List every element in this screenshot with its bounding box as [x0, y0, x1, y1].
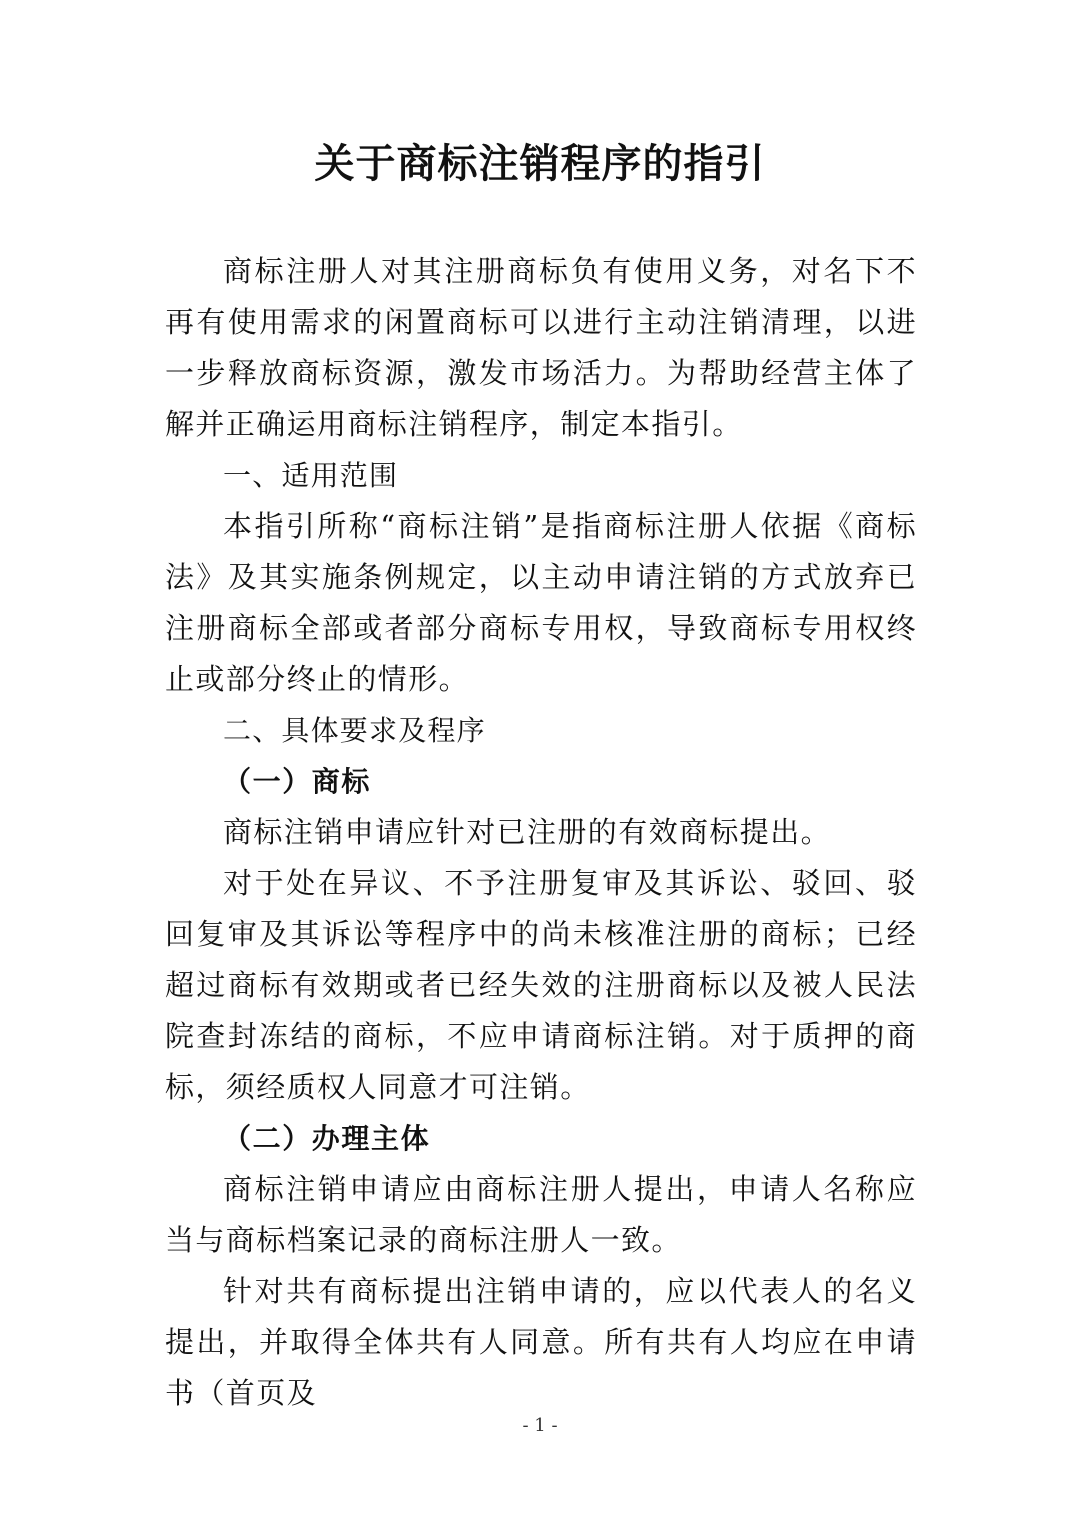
section-heading-requirements: 二、具体要求及程序 — [223, 714, 486, 747]
document-title: 关于商标注销程序的指引 — [314, 140, 766, 187]
scope-paragraph: 本指引所称“商标注销”是指商标注册人依据《商标法》及其实施条例规定，以主动申请注销的方式放弃已注册商标全部或者部分商标专用权，导致商标专用权终止或部分终止的情形。 — [165, 509, 917, 696]
page-number: - 1 - — [522, 1415, 558, 1436]
trademark-paragraph-2: 对于处在异议、不予注册复审及其诉讼、驳回、驳回复审及其诉讼等程序中的尚未核准注册的商标；已经超过商标有效期或者已经失效的注册商标以及被人民法院查封冻结的商标，不应申请商标注销。对于质押的商标，须经质权人同意才可注销。 — [165, 866, 917, 1104]
section-heading-scope: 一、适用范围 — [223, 459, 399, 492]
intro-paragraph: 商标注册人对其注册商标负有使用义务，对名下不再有使用需求的闲置商标可以进行主动注销清理，以进一步释放商标资源，激发市场活力。为帮助经营主体了解并正确运用商标注销程序，制定本指引。 — [165, 254, 917, 441]
document-body — [165, 246, 917, 1419]
trademark-paragraph-1: 商标注销申请应针对已注册的有效商标提出。 — [223, 815, 832, 849]
subsection-heading-applicant: （二）办理主体 — [223, 1122, 431, 1155]
applicant-paragraph-1: 商标注销申请应由商标注册人提出，申请人名称应当与商标档案记录的商标注册人一致。 — [165, 1172, 917, 1257]
subsection-heading-trademark: （一）商标 — [223, 765, 372, 798]
applicant-paragraph-2: 针对共有商标提出注销申请的，应以代表人的名义提出，并取得全体共有人同意。所有共有人均应在申请书（首页及 — [165, 1274, 917, 1410]
